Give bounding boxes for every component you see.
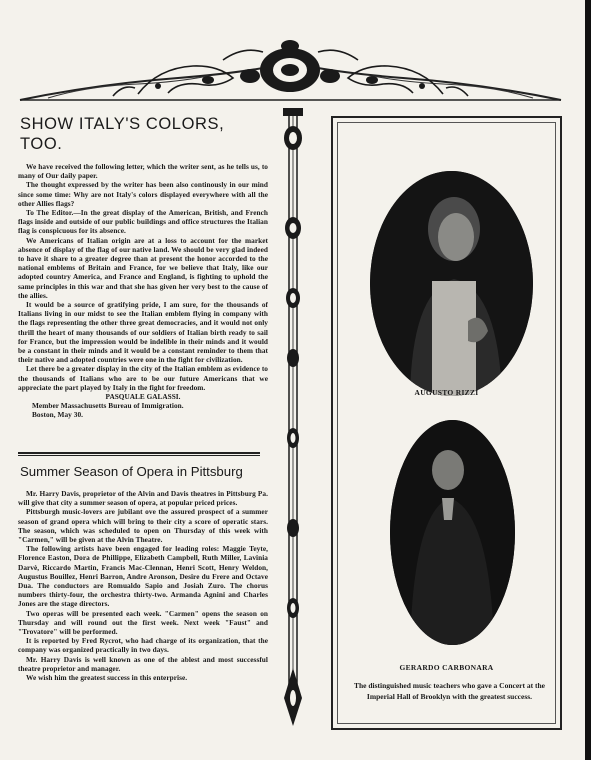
article-paragraph: Mr. Harry Davis, proprietor of the Alvin and Davis theatres in Pittsburg Pa. will give that city a summer season of opera, at popular priced prices. bbox=[18, 489, 268, 508]
photo-description: The distinguished music teachers who gave a Concert at the Imperial Hall of Brooklyn with the greatest success. bbox=[353, 681, 546, 701]
portrait-caption: AUGUSTO RIZZI bbox=[414, 388, 479, 397]
article-paragraph: We Americans of Italian origin are at a loss to account for the market absence of display of the flag of our native land. We should be very glad indeed to have it share to a greater degree than at present the honor accorded to the national emblems of Britain and France, for we believe that Italy, like our adopted country America, and France and England, is fighting to uphold the same principles in this war and that she has given her very best to the cause of the allies. bbox=[18, 235, 268, 300]
article-headline: SHOW ITALY'S COLORS, TOO. bbox=[20, 115, 225, 153]
photo-panel bbox=[331, 116, 562, 730]
portrait-gerardo-carbonara bbox=[390, 420, 515, 645]
article-paragraph: Pittsburgh music-lovers are jubilant ove the assured prospect of a summer season of grand opera which will bring to their city a score of operatic stars. The season, which was scheduled to open on Thursday of this week with "Carmen," will be given at the Alvin Theatre. bbox=[18, 507, 268, 545]
article-paragraph: It would be a source of gratifying pride, I am sure, for the thousands of Italians living in our midst to see the Italian emblem flying in company with the flags representing the other three great democracies, and it would not only thrill the heart of many thousands of our soldiers of Italian birth ready to sail for France, but the impression would be indelible in their minds and it would be a constant in their minds and it would be a constant reminder to them that their native and adopted countries were one in the fight for civilization. bbox=[18, 300, 268, 365]
signature-name: PASQUALE GALASSI. bbox=[105, 392, 181, 402]
portrait-caption: GERARDO CARBONARA bbox=[399, 663, 494, 672]
portrait-augusto-rizzi bbox=[370, 171, 533, 396]
page-edge bbox=[585, 0, 591, 760]
signature-title: Member Massachusetts Bureau of Immigration. bbox=[32, 401, 184, 411]
section-divider bbox=[18, 452, 260, 456]
article-paragraph: To The Editor.—In the great display of the American, British, and French flags inside and outside of our public buildings and office structures the Italian flag is conspicuous for its absence. bbox=[18, 208, 268, 236]
article-opera-pittsburg bbox=[18, 464, 268, 682]
article-headline: Summer Season of Opera in Pittsburg bbox=[20, 464, 243, 479]
article-paragraph: The following artists have been engaged for leading roles: Maggie Teyte, Florence Easton, Dora de Phillippe, Elizabeth Campbell, Ruth Miller, Lavinia Darvè, Riccardo Martin, Francis Mac-Clennan, Henri Scott, Henry Weldon, Augustus Bouillez, Henri Barron, Andre Aronson, Desire du Frere and Octave Dua. The conductors are Romualdo Sapio and Josiah Zuro. The chorus numbers thirty-four, the orchestra thirty-two. Armanda Agnini and Charles Jones are the stage directors. bbox=[18, 544, 268, 609]
article-paragraph: It is reported by Fred Rycrot, who had charge of its organization, that the company was organized practically in two days. bbox=[18, 636, 268, 655]
article-paragraph: We have received the following letter, which the writer sent, as he tells us, to many of Our daily paper. bbox=[18, 162, 268, 181]
article-paragraph: Mr. Harry Davis is well known as one of the ablest and most successful theatre proprietor and manager. bbox=[18, 654, 268, 673]
article-paragraph: The thought expressed by the writer has been also continously in our mind since some time: Why are not Italy's colors displayed everywhere with all the other Allies flags? bbox=[18, 180, 268, 208]
article-italy-colors bbox=[18, 112, 268, 420]
photo-panel-inner bbox=[337, 122, 556, 724]
article-paragraph: We wish him the greatest success in this enterprise. bbox=[26, 673, 188, 683]
article-paragraph: Let there be a greater display in the city of the Italian emblem as evidence to the thousands of Italians who are to be our future Americans that we appreciate the part played by Italy in the fight for freedom. bbox=[18, 364, 268, 392]
signature-place: Boston, May 30. bbox=[32, 410, 84, 420]
header-ornament bbox=[18, 38, 563, 104]
article-paragraph: Two operas will be presented each week. "Carmen" opens the season on Thursday and will round out the first week. Next week "Faust" and "Trovatore" will be performed. bbox=[18, 608, 268, 637]
column-ornament bbox=[278, 108, 308, 728]
